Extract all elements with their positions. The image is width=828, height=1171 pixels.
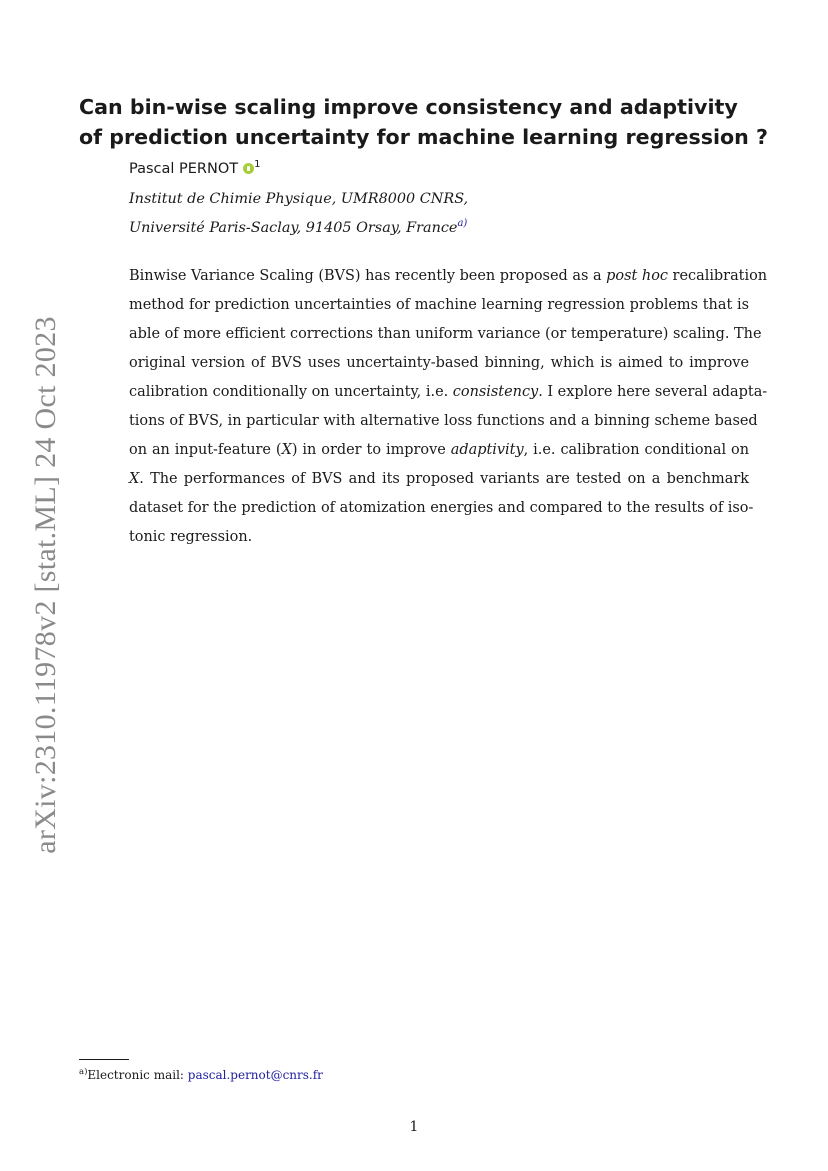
abstract-line: tions of BVS, in particular with alternative loss functions and a binning scheme based <box>129 413 758 429</box>
author-line <box>129 161 261 177</box>
affiliation-line-2 <box>129 220 467 236</box>
footnote-mark: a) <box>79 1067 88 1077</box>
author-affiliation-mark: 1 <box>254 159 261 171</box>
abstract-line: tonic regression. <box>129 529 253 545</box>
page-number: 1 <box>409 1119 419 1135</box>
abstract-line: X. The performances of BVS and its proposed variants are tested on a benchmark <box>129 471 749 487</box>
email-link[interactable]: pascal.pernot@cnrs.fr <box>187 1068 323 1082</box>
author-name: Pascal PERNOT <box>129 161 239 177</box>
affiliation-footnote-mark[interactable]: a) <box>457 218 468 230</box>
footnote-label: Electronic mail: <box>87 1068 188 1082</box>
affiliation-line-1: Institut de Chimie Physique, UMR8000 CNRS, <box>129 191 469 207</box>
title-line-2: of prediction uncertainty for machine learning regression ? <box>79 125 768 149</box>
orcid-icon[interactable] <box>243 163 254 174</box>
abstract-line: calibration conditionally on uncertainty, i.e. consistency. I explore here several adapta- <box>129 384 768 400</box>
abstract-line: method for prediction uncertainties of machine learning regression problems that is <box>129 297 749 313</box>
arxiv-stamp-text: arXiv:2310.11978v2 [stat.ML] 24 Oct 2023 <box>29 316 62 854</box>
abstract <box>129 262 768 552</box>
abstract-line: on an input-feature (X) in order to improve adaptivity, i.e. calibration conditional on <box>129 442 749 458</box>
abstract-line: original version of BVS uses uncertainty-based binning, which is aimed to improve <box>129 355 749 371</box>
title-line-1: Can bin-wise scaling improve consistency and adaptivity <box>79 95 738 119</box>
abstract-line: Binwise Variance Scaling (BVS) has recently been proposed as a post hoc recalibration <box>129 268 768 284</box>
paper-title <box>79 92 768 152</box>
footnote <box>79 1068 323 1082</box>
abstract-line: able of more efficient corrections than uniform variance (or temperature) scaling. The <box>129 326 762 342</box>
footnote-divider <box>79 1059 129 1060</box>
affiliation-line-2-text: Université Paris-Saclay, 91405 Orsay, France <box>129 220 458 236</box>
arxiv-identifier-stamp <box>30 300 62 870</box>
abstract-line: dataset for the prediction of atomization energies and compared to the results of iso- <box>129 500 754 516</box>
